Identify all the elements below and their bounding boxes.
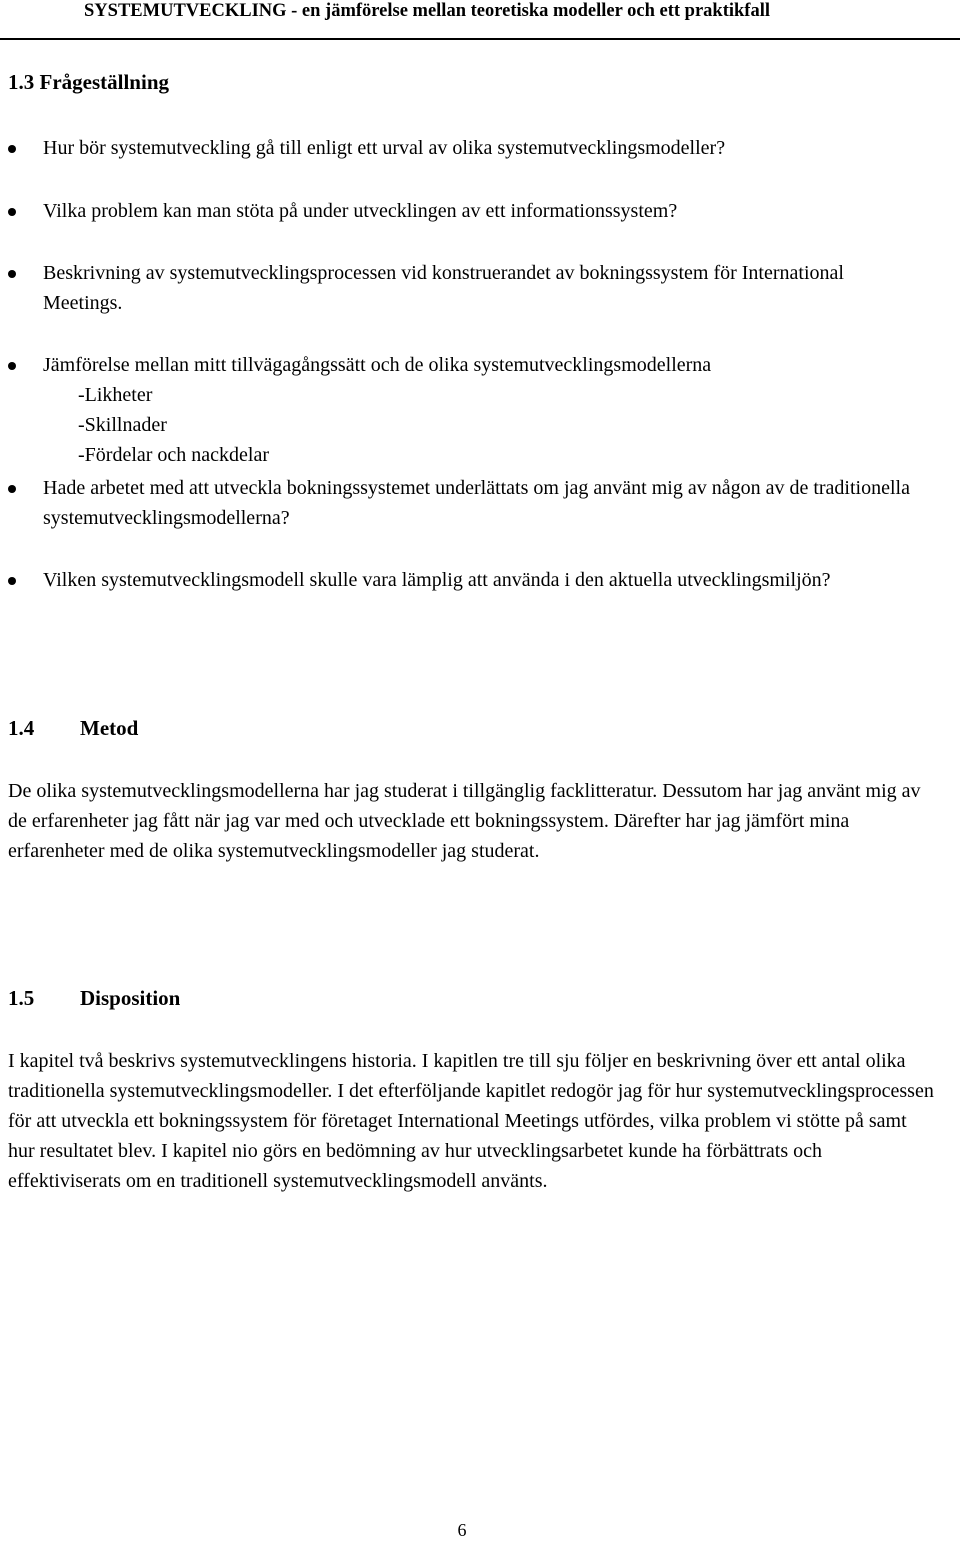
list-item [8,133,928,163]
list-item-text: Vilka problem kan man stöta på under utvecklingen av ett informationssystem? [43,200,678,222]
bullet-icon [8,208,16,216]
bullet-icon [8,485,16,493]
page-number: 6 [457,1520,467,1540]
section-body-metod: De olika systemutvecklingsmodellerna har jag studerat i tillgänglig facklitteratur. Dessutom har jag använt mig av de erfarenheter jag fått när jag var med och utvecklade ett bokningssystem. Därefter har jag jämfört mina erfarenheter med de olika systemutvecklingsmodeller jag studerat. [8,780,921,862]
sub-item-skillnader: -Skillnader [78,414,167,436]
list-item [8,473,928,533]
running-header [0,0,960,40]
section-number: 1.4 [8,716,35,740]
list-item [8,565,928,595]
list-item [8,350,928,380]
list-item-text: Hade arbetet med att utveckla bokningssystemet underlättats om jag använt mig av någon av de traditionella systemutvecklingsmodellerna? [43,477,910,529]
section-heading-1-3: 1.3 Frågeställning [8,70,169,94]
bullet-icon [8,362,16,370]
list-item-text: Hur bör systemutveckling gå till enligt ett urval av olika systemutvecklingsmodeller? [43,137,726,159]
section-heading-1-4 [8,716,138,741]
sub-item-likheter: -Likheter [78,384,153,406]
section-title: Metod [80,716,139,740]
sub-item-fordelar: -Fördelar och nackdelar [78,444,270,466]
list-item-text: Vilken systemutvecklingsmodell skulle vara lämplig att använda i den aktuella utvecklingsmiljön? [43,569,831,591]
section-heading-1-5 [8,986,180,1011]
list-item-text: Beskrivning av systemutvecklingsprocessen vid konstruerandet av bokningssystem för International Meetings. [43,262,844,314]
section-title: Disposition [80,986,181,1010]
list-item-text: Jämförelse mellan mitt tillvägagångssätt och de olika systemutvecklingsmodellerna [43,354,712,376]
bullet-icon [8,145,16,153]
section-number: 1.5 [8,986,35,1010]
bullet-icon [8,270,16,278]
list-item [8,196,928,226]
section-body-disposition: I kapitel två beskrivs systemutvecklingens historia. I kapitlen tre till sju följer en beskrivning över ett antal olika traditionella systemutvecklingsmodeller. I det efterföljande kapitlet redogör jag för hur systemutvecklingsprocessen för att utveckla ett bokningssystem för företaget International Meetings utfördes, vilka problem vi stötte på samt hur resultatet blev. I kapitel nio görs en bedömning av hur utvecklingsarbetet kunde ha förbättrats och effektiviserats om en traditionell systemutvecklingsmodell använts. [8,1050,934,1192]
bullet-icon [8,577,16,585]
running-header-title: SYSTEMUTVECKLING - en jämförelse mellan teoretiska modeller och ett praktikfall [84,1,770,21]
list-item [8,258,928,318]
